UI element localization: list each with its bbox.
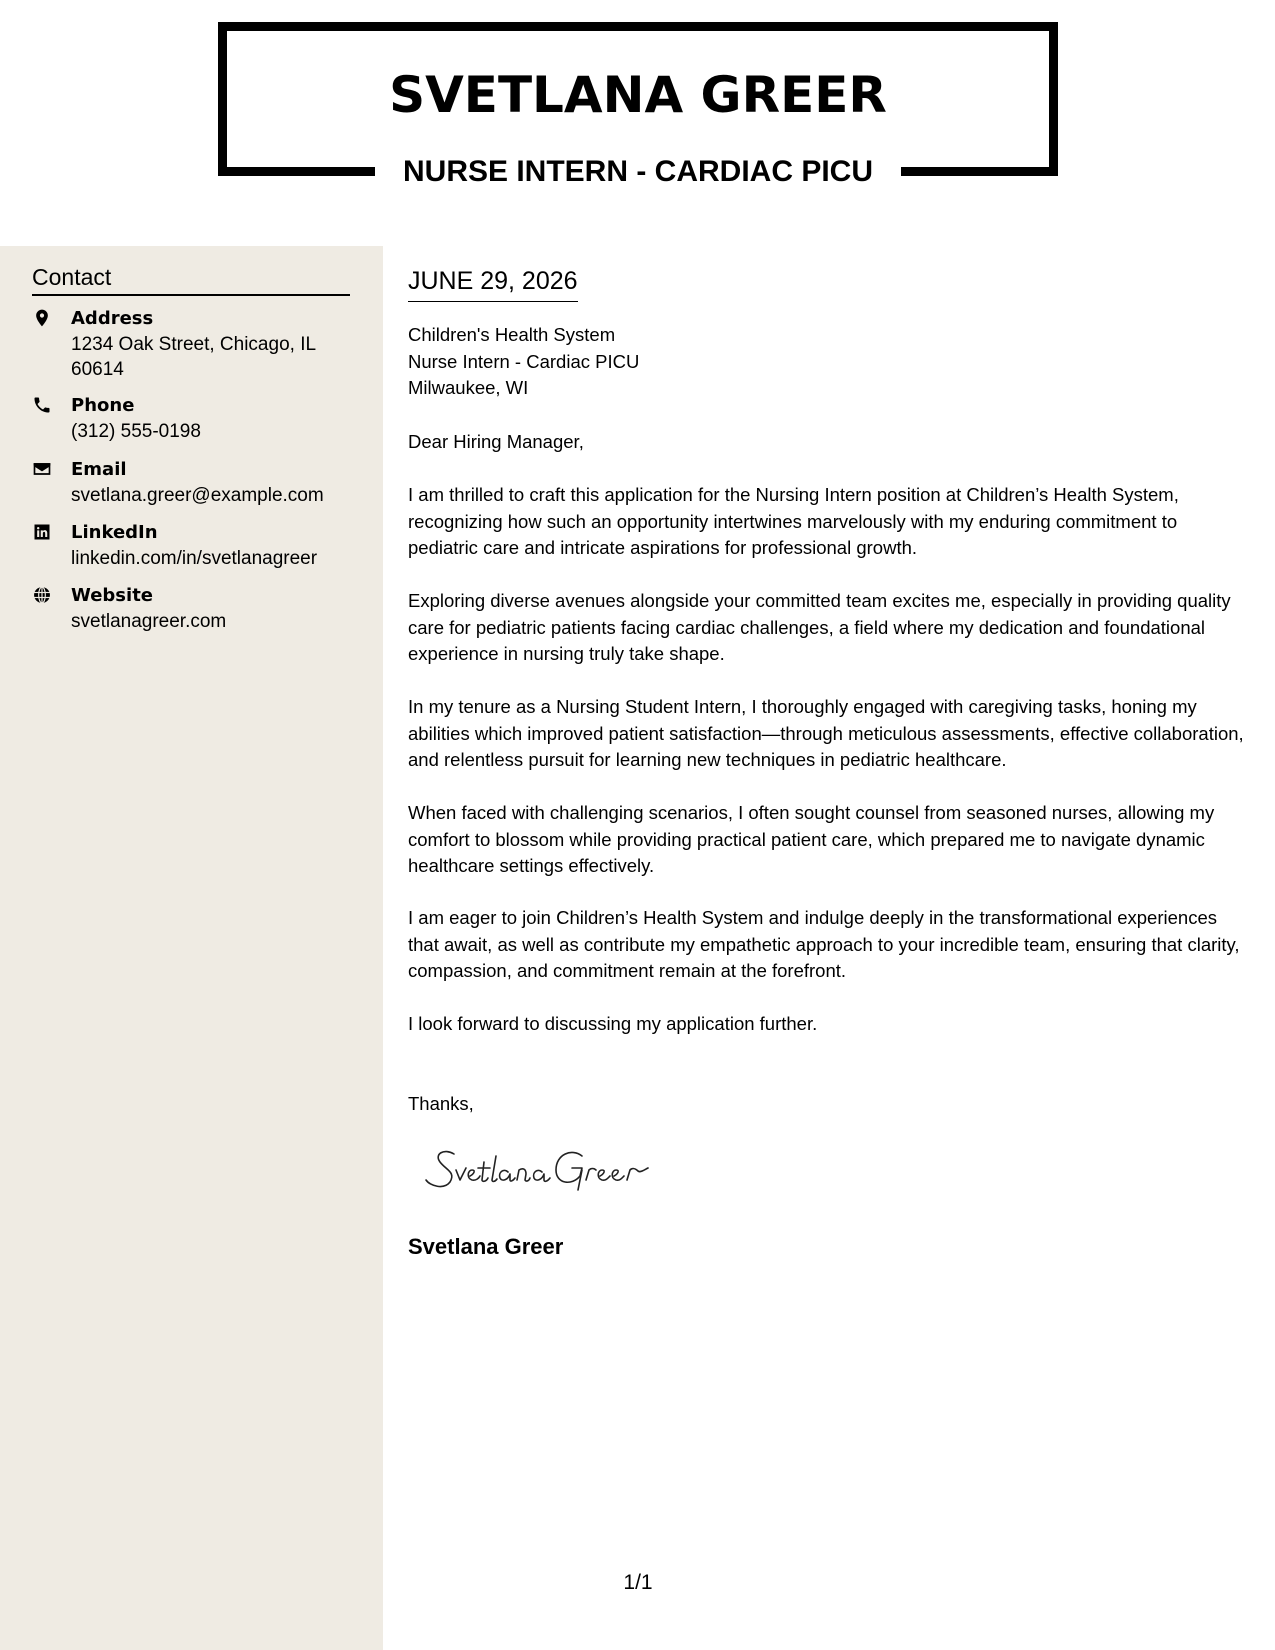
contact-label: Email — [71, 459, 127, 480]
contact-heading: Contact — [32, 260, 350, 296]
header-frame-bottom-left — [218, 167, 375, 176]
contact-label: Website — [71, 585, 154, 606]
phone-icon — [32, 395, 56, 419]
location-pin-icon — [32, 308, 56, 332]
letter-paragraph: I am thrilled to craft this application for the Nursing Intern position at Children’s Health System, recognizing how such an opportunity intertwines marvelously with my enduring commitment to pediatric care and intricate aspirations for professional growth. — [408, 484, 1179, 558]
salutation: Dear Hiring Manager, — [408, 431, 584, 452]
linkedin-icon — [32, 522, 56, 546]
candidate-name: SVETLANA GREER — [389, 66, 887, 124]
contact-label: Address — [71, 308, 154, 329]
header-frame-bottom-right — [901, 167, 1058, 176]
letter-paragraph: I am eager to join Children’s Health System and indulge deeply in the transformational experiences that await, as well as contribute my empathetic approach to your incredible team, ensuring that clarity, compassion, and commitment remain at the forefront. — [408, 907, 1240, 981]
contact-label: Phone — [71, 395, 135, 416]
page-number: 1/1 — [623, 1571, 653, 1594]
contact-value-address: 1234 Oak Street, Chicago, IL 60614 — [71, 334, 316, 380]
contact-value-linkedin: linkedin.com/in/svetlanagreer — [71, 548, 318, 569]
recipient-location: Milwaukee, WI — [408, 377, 529, 398]
signer-name: Svetlana Greer — [408, 1234, 564, 1259]
letter-date: JUNE 29, 2026 — [408, 263, 578, 302]
envelope-icon — [32, 459, 56, 483]
letter-paragraph: In my tenure as a Nursing Student Intern, I thoroughly engaged with caregiving tasks, honing my abilities which improved patient satisfaction—through meticulous assessments, effective collaboration, and relentless pursuit for learning new techniques in pediatric healthcare. — [408, 696, 1244, 770]
closing: Thanks, — [408, 1093, 474, 1114]
globe-icon — [32, 585, 56, 609]
letter-paragraph: Exploring diverse avenues alongside your committed team excites me, especially in providing quality care for pediatric patients facing cardiac challenges, a field where my dedication and foundational experience in nursing truly take shape. — [408, 590, 1231, 664]
recipient-organization: Children's Health System — [408, 324, 616, 345]
handwritten-signature — [422, 1140, 662, 1200]
contact-value-website: svetlanagreer.com — [71, 611, 227, 632]
recipient-position: Nurse Intern - Cardiac PICU — [408, 350, 640, 372]
letter-paragraph: When faced with challenging scenarios, I often sought counsel from seasoned nurses, allowing my comfort to blossom while providing practical patient care, which prepared me to navigate dynamic healthcare settings effectively. — [408, 802, 1215, 876]
contact-label: LinkedIn — [71, 522, 158, 543]
recipient-block — [408, 322, 639, 402]
job-title: NURSE INTERN - CARDIAC PICU — [402, 155, 873, 188]
letter-paragraph: I look forward to discussing my application further. — [408, 1013, 818, 1034]
contact-value-phone: (312) 555-0198 — [71, 421, 201, 442]
contact-value-email: svetlana.greer@example.com — [71, 485, 324, 506]
contact-sidebar — [0, 246, 383, 1650]
